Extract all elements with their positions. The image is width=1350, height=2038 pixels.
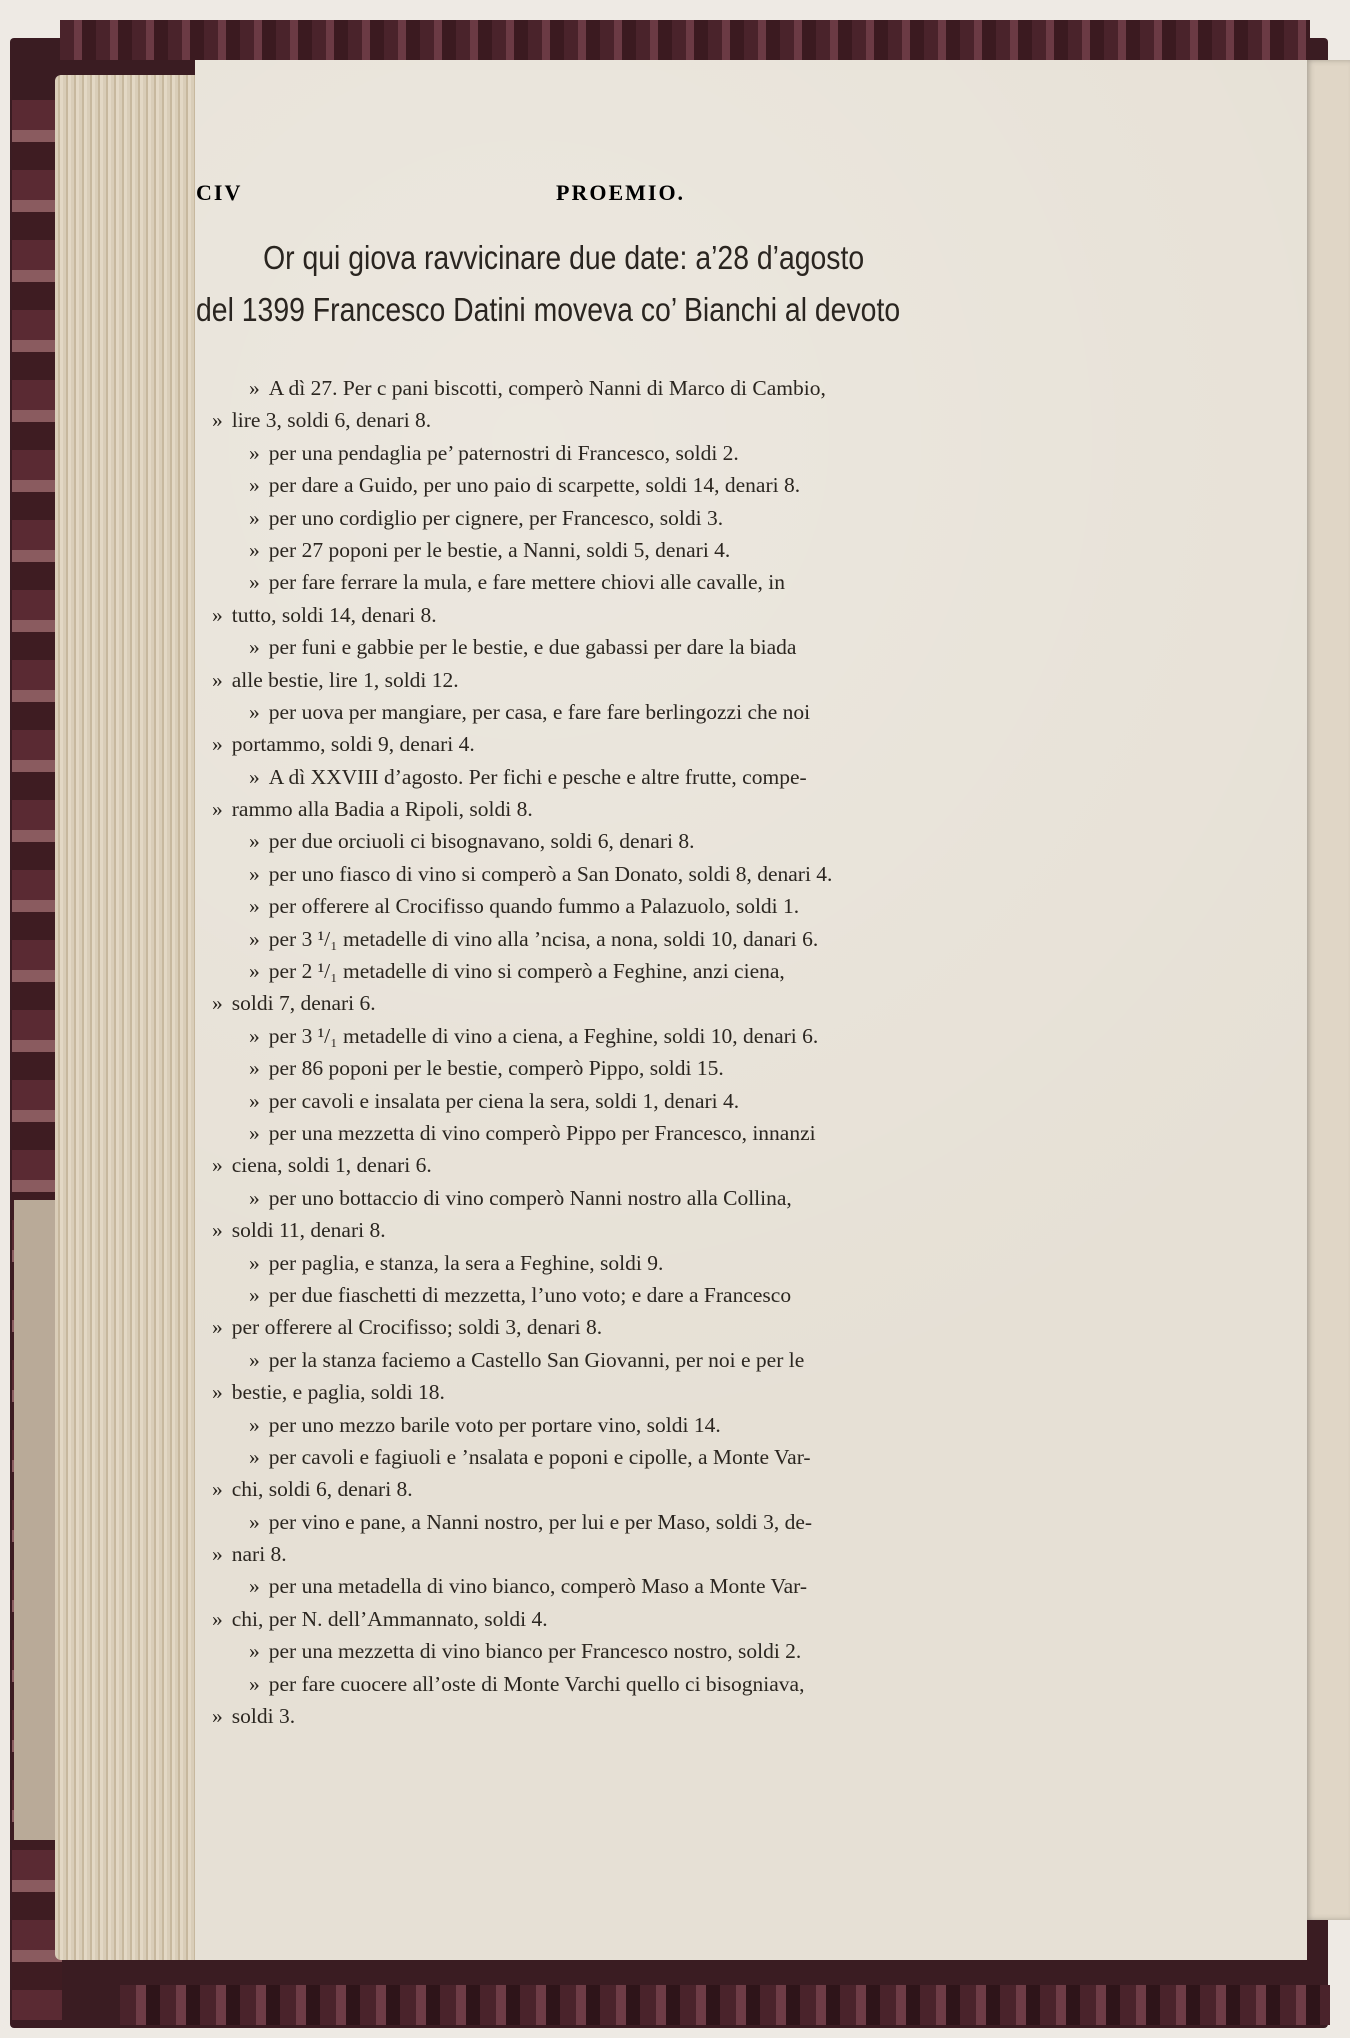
entry-line	[212, 1603, 1047, 1635]
quote-mark: »	[212, 797, 223, 822]
entry-line	[212, 987, 1047, 1019]
quote-mark: »	[249, 894, 260, 919]
entry-line	[212, 1441, 1047, 1473]
quote-mark: »	[249, 1639, 260, 1664]
entry-line	[212, 599, 1047, 631]
quote-mark: »	[249, 1250, 260, 1275]
entry-text: alle bestie, lire 1, soldi 12.	[231, 667, 459, 692]
quote-mark: »	[249, 1120, 260, 1145]
entry-text: nari 8.	[231, 1542, 287, 1567]
entry-line	[212, 404, 1047, 436]
entry-text: per cavoli e fagiuoli e ’nsalata e poponi e cipolle, a Monte Var-	[268, 1444, 811, 1469]
entry-text: ciena, soldi 1, denari 6.	[231, 1153, 432, 1178]
entry-line	[212, 696, 1047, 728]
page-edges-left	[55, 75, 205, 1960]
entry-line	[212, 1279, 1047, 1311]
entry-line	[212, 1538, 1047, 1570]
quote-mark: »	[249, 376, 260, 400]
quote-mark: »	[249, 505, 260, 530]
entry-line	[212, 1635, 1047, 1667]
entry-line	[212, 566, 1047, 598]
entry-line	[212, 1149, 1047, 1181]
entry-text: per 3 ¹/₁ metadelle di vino alla ’ncisa, a nona, soldi 10, danari 6.	[268, 926, 819, 951]
entry-text: per una metadella di vino bianco, comperò Maso a Monte Var-	[268, 1574, 808, 1599]
cover-bottom-edge	[120, 1985, 1330, 2025]
entry-line	[212, 469, 1047, 501]
quote-mark: »	[212, 1153, 223, 1178]
entry-text: bestie, e paglia, soldi 18.	[231, 1380, 445, 1405]
quote-mark: »	[212, 1218, 223, 1243]
entry-line	[212, 1247, 1047, 1279]
entry-line	[212, 1020, 1047, 1052]
entry-line	[212, 1668, 1047, 1700]
quote-mark: »	[249, 1023, 260, 1048]
page-number: CIV	[196, 180, 243, 205]
quote-mark: »	[249, 1509, 260, 1534]
quote-mark: »	[249, 473, 260, 498]
entry-text: per 2 ¹/₁ metadelle di vino si comperò a Feghine, anzi ciena,	[268, 959, 785, 984]
quote-mark: »	[212, 1477, 223, 1502]
quote-mark: »	[212, 602, 223, 627]
quote-mark: »	[249, 1671, 260, 1696]
entry-text: per 27 poponi per le bestie, a Nanni, soldi 5, denari 4.	[268, 537, 731, 562]
quote-mark: »	[249, 829, 260, 854]
entry-line	[212, 1214, 1047, 1246]
entry-line	[212, 793, 1047, 825]
entry-text: tutto, soldi 14, denari 8.	[231, 602, 437, 627]
quote-mark: »	[249, 537, 260, 562]
entry-text: per uno fiasco di vino si comperò a San Donato, soldi 8, denari 4.	[268, 861, 833, 886]
quote-mark: »	[212, 408, 223, 433]
entry-line	[212, 631, 1047, 663]
quote-mark: »	[249, 1347, 260, 1372]
quote-mark: »	[212, 1380, 223, 1405]
entry-line	[212, 1344, 1047, 1376]
entry-text: per una mezzetta di vino bianco per Francesco nostro, soldi 2.	[268, 1639, 802, 1664]
entry-text: per fare cuocere all’oste di Monte Varchi quello ci bisogniava,	[268, 1671, 805, 1696]
entry-line	[212, 1117, 1047, 1149]
quote-mark: »	[212, 732, 223, 757]
entry-text: per una pendaglia pe’ paternostri di Francesco, soldi 2.	[268, 440, 739, 465]
cover-top-edge	[60, 20, 1310, 60]
entry-text: portammo, soldi 9, denari 4.	[231, 732, 475, 757]
entry-text: per una mezzetta di vino comperò Pippo per Francesco, innanzi	[268, 1120, 816, 1145]
entry-text: chi, soldi 6, denari 8.	[231, 1477, 413, 1502]
quote-mark: »	[249, 635, 260, 660]
quote-mark: »	[212, 667, 223, 692]
quote-mark: »	[249, 1185, 260, 1210]
facing-page-edge	[1305, 60, 1350, 1920]
entry-text: per uno bottaccio di vino comperò Nanni nostro alla Collina,	[268, 1185, 792, 1210]
entry-text: soldi 7, denari 6.	[231, 991, 376, 1016]
entry-text: per fare ferrare la mula, e fare mettere chiovi alle cavalle, in	[268, 570, 786, 595]
quote-mark: »	[249, 1088, 260, 1113]
entry-text: lire 3, soldi 6, denari 8.	[231, 408, 432, 433]
entry-line	[212, 858, 1047, 890]
entry-line	[212, 1473, 1047, 1505]
entry-text: per la stanza faciemo a Castello San Giovanni, per noi e per le	[268, 1347, 805, 1372]
quote-mark: »	[249, 570, 260, 595]
entry-text: per cavoli e insalata per ciena la sera, soldi 1, denari 4.	[268, 1088, 740, 1113]
entry-line	[212, 890, 1047, 922]
entry-text: per offerere al Crocifisso quando fummo a Palazuolo, soldi 1.	[268, 894, 800, 919]
quote-mark: »	[249, 959, 260, 984]
entry-line	[212, 502, 1047, 534]
entry-line	[212, 664, 1047, 696]
entry-text: per uova per mangiare, per casa, e fare fare berlingozzi che noi	[268, 699, 811, 724]
quote-mark: »	[249, 861, 260, 886]
quote-mark: »	[249, 1574, 260, 1599]
entry-line	[212, 761, 1047, 793]
quote-mark: »	[212, 1315, 223, 1340]
intro-paragraph	[196, 232, 1013, 336]
entry-text: per uno mezzo barile voto per portare vino, soldi 14.	[268, 1412, 721, 1437]
quote-mark: »	[249, 926, 260, 951]
entry-line	[212, 1376, 1047, 1408]
entry-line	[212, 1311, 1047, 1343]
entry-line	[212, 534, 1047, 566]
running-title: PROEMIO.	[556, 180, 686, 205]
entry-line	[212, 923, 1047, 955]
quote-mark: »	[249, 1056, 260, 1081]
entry-text: chi, per N. dell’Ammannato, soldi 4.	[231, 1606, 548, 1631]
entry-text: per offerere al Crocifisso; soldi 3, denari 8.	[231, 1315, 603, 1340]
entry-text: soldi 3.	[231, 1704, 296, 1729]
entry-line	[212, 728, 1047, 760]
entry-text: per 86 poponi per le bestie, comperò Pippo, soldi 15.	[268, 1056, 724, 1081]
entry-text: per due fiaschetti di mezzetta, l’uno voto; e dare a Francesco	[268, 1282, 792, 1307]
quote-mark: »	[212, 1704, 223, 1729]
intro-line-1: Or qui giova ravvicinare due date: a’28 d’agosto	[263, 239, 865, 276]
entry-line	[212, 1700, 1047, 1732]
entry-text: per dare a Guido, per uno paio di scarpette, soldi 14, denari 8.	[268, 473, 801, 498]
quote-mark: »	[249, 764, 260, 789]
entry-text: rammo alla Badia a Ripoli, soldi 8.	[231, 797, 533, 822]
entry-line	[212, 372, 1047, 404]
entry-text: per 3 ¹/₁ metadelle di vino a ciena, a Feghine, soldi 10, denari 6.	[268, 1023, 819, 1048]
entry-text: soldi 11, denari 8.	[231, 1218, 386, 1243]
quote-mark: »	[249, 1282, 260, 1307]
page-header	[196, 180, 1101, 220]
quote-mark: »	[212, 991, 223, 1016]
entry-text: A dì 27. Per c pani biscotti, comperò Nanni di Marco di Cambio,	[268, 376, 826, 400]
entry-line	[212, 1182, 1047, 1214]
entry-text: per due orciuoli ci bisognavano, soldi 6, denari 8.	[268, 829, 695, 854]
quote-mark: »	[249, 699, 260, 724]
account-entries	[212, 372, 1047, 1732]
entry-line	[212, 1085, 1047, 1117]
quote-mark: »	[212, 1542, 223, 1567]
entry-text: A dì XXVIII d’agosto. Per fichi e pesche e altre frutte, compe-	[268, 764, 807, 789]
quote-mark: »	[249, 1444, 260, 1469]
entry-line	[212, 1409, 1047, 1441]
intro-line-2: del 1399 Francesco Datini moveva co’ Bianchi al devoto	[196, 291, 901, 328]
entry-line	[212, 955, 1047, 987]
entry-text: per paglia, e stanza, la sera a Feghine, soldi 9.	[268, 1250, 664, 1275]
quote-mark: »	[212, 1606, 223, 1631]
entry-line	[212, 825, 1047, 857]
entry-line	[212, 437, 1047, 469]
entry-line	[212, 1052, 1047, 1084]
entry-line	[212, 1506, 1047, 1538]
entry-text: per funi e gabbie per le bestie, e due gabassi per dare la biada	[268, 635, 797, 660]
quote-mark: »	[249, 1412, 260, 1437]
quote-mark: »	[249, 440, 260, 465]
entry-text: per uno cordiglio per cignere, per Francesco, soldi 3.	[268, 505, 724, 530]
entry-text: per vino e pane, a Nanni nostro, per lui e per Maso, soldi 3, de-	[268, 1509, 813, 1534]
entry-line	[212, 1570, 1047, 1602]
